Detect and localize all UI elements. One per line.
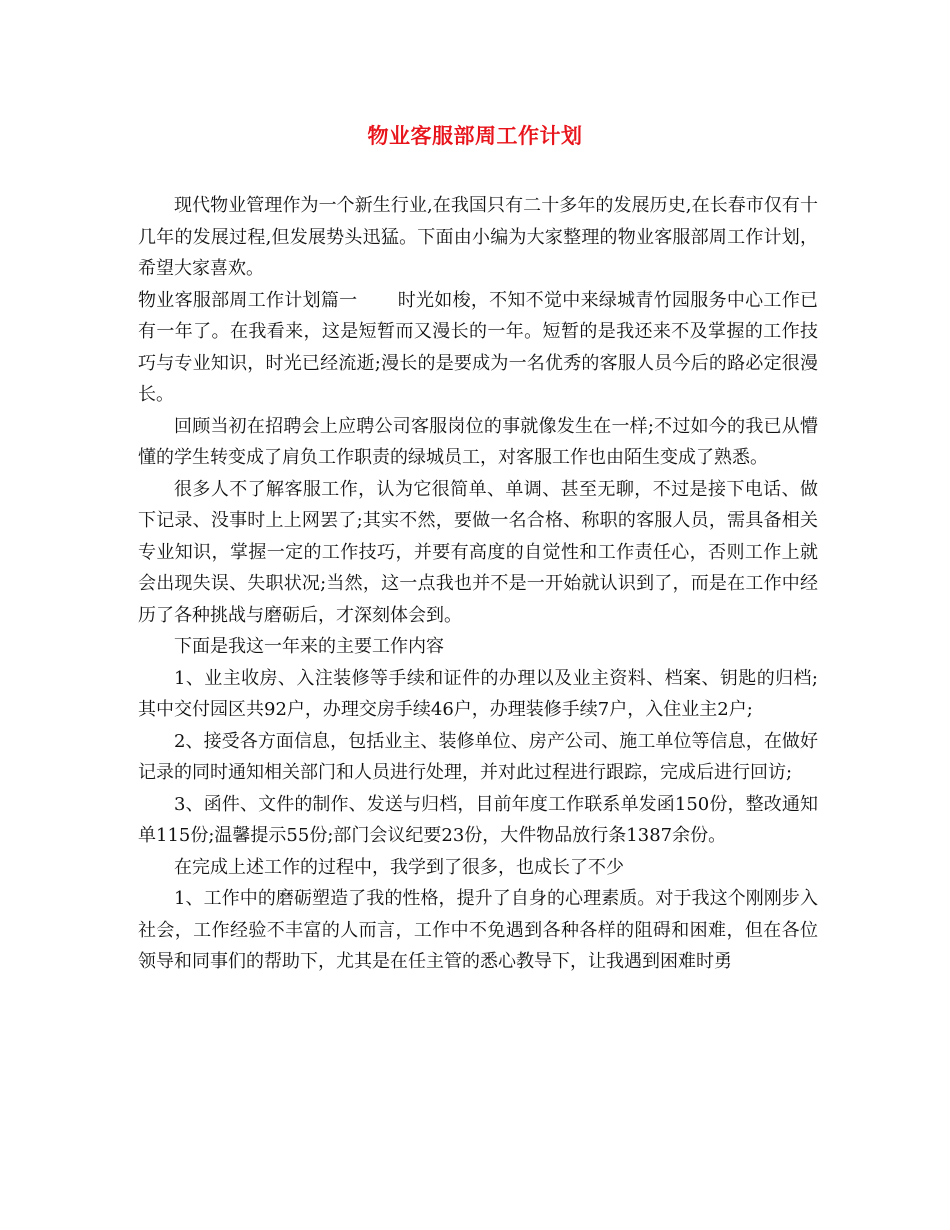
learned-item-1: 1、工作中的磨砺塑造了我的性格，提升了自身的心理素质。对于我这个刚刚步入社会，工作经验不丰富的人而言，工作中不免遇到各种各样的阻碍和困难，但在各位领导和同事们的帮助下，尤其是在任主管的悉心教导下，让我遇到困难时勇 xyxy=(138,888,818,972)
many-people-paragraph: 很多人不了解客服工作，认为它很简单、单调、甚至无聊，不过是接下电话、做下记录、没事时上上网罢了;其实不然，要做一名合格、称职的客服人员，需具备相关专业知识，掌握一定的工作技巧，并要有高度的自觉性和工作责任心，否则工作上就会出现失误、失职状况;当然，这一点我也并不是一开始就认识到了，而是在工作中经历了各种挑战与磨砺后，才深刻体会到。 xyxy=(138,478,818,626)
work-item-3: 3、函件、文件的制作、发送与归档，目前年度工作联系单发函150份，整改通知单115份;温馨提示55份;部门会议纪要23份，大件物品放行条1387余份。 xyxy=(138,793,818,846)
section-first-paragraph xyxy=(138,285,818,411)
document-body xyxy=(138,190,818,978)
section-first-text: 时光如梭，不知不觉中来绿城青竹园服务中心工作已有一年了。在我看来，这是短暂而又漫长的一年。短暂的是我还来不及掌握的工作技巧与专业知识，时光已经流逝;漫长的是要成为一名优秀的客服人员今后的路必定很漫长。 xyxy=(138,289,819,405)
document-title: 物业客服部周工作计划 xyxy=(367,123,583,148)
learned-heading: 在完成上述工作的过程中，我学到了很多，也成长了不少 xyxy=(174,856,624,878)
main-work-heading: 下面是我这一年来的主要工作内容 xyxy=(174,636,444,657)
review-paragraph: 回顾当初在招聘会上应聘公司客服岗位的事就像发生在一样;不过如今的我已从懵懂的学生转变成了肩负工作职责的绿城员工，对客服工作也由陌生变成了熟悉。 xyxy=(138,415,818,468)
work-item-1: 1、业主收房、入注装修等手续和证件的办理以及业主资料、档案、钥匙的归档;其中交付园区共92户，办理交房手续46户，办理装修手续7户，入住业主2户; xyxy=(138,667,818,720)
section-heading: 物业客服部周工作计划篇一 xyxy=(138,289,358,311)
work-item-2: 2、接受各方面信息，包括业主、装修单位、房产公司、施工单位等信息，在做好记录的同时通知相关部门和人员进行处理，并对此过程进行跟踪，完成后进行回访; xyxy=(138,730,818,783)
intro-paragraph: 现代物业管理作为一个新生行业,在我国只有二十多年的发展历史,在长春市仅有十几年的发展过程,但发展势头迅猛。下面由小编为大家整理的物业客服部周工作计划，希望大家喜欢。 xyxy=(138,195,818,279)
